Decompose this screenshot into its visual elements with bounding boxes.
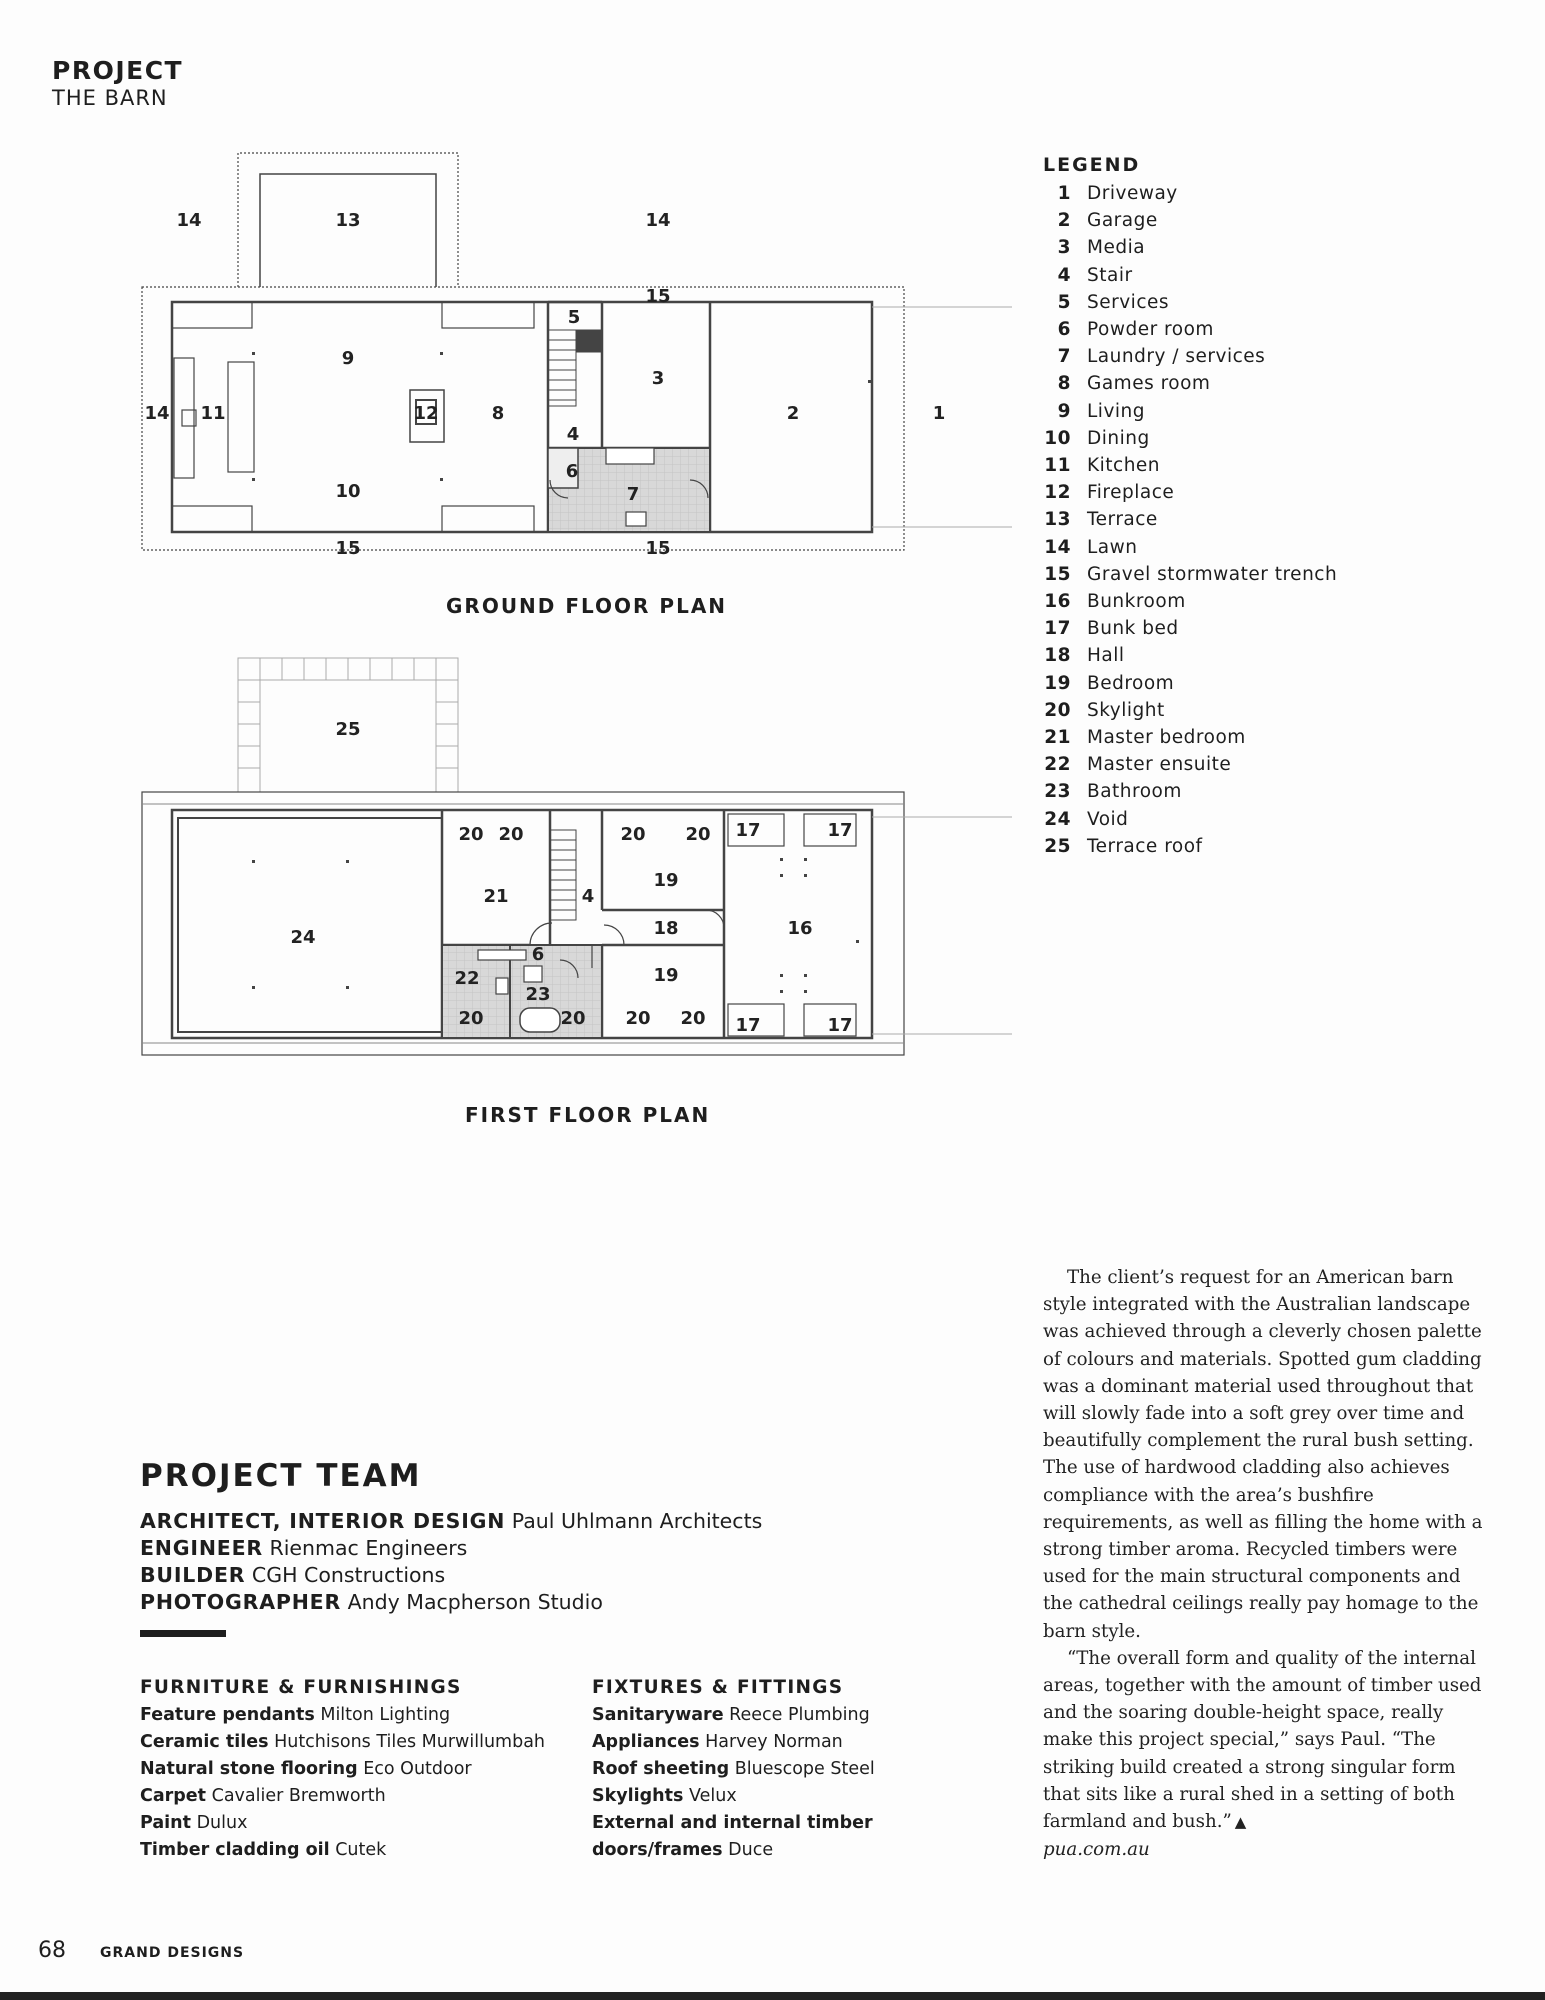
first-floor-label: 21 [483, 886, 509, 907]
legend-label: Master bedroom [1087, 727, 1246, 749]
legend-number: 12 [1044, 482, 1071, 504]
legend-label: Stair [1087, 264, 1133, 286]
first-floor-label: 20 [620, 824, 646, 845]
legend-number: 23 [1044, 781, 1071, 803]
legend-number: 14 [1044, 536, 1071, 558]
legend-item [1043, 833, 1337, 860]
legend-label: Master ensuite [1087, 754, 1232, 776]
first-floor-label: 23 [525, 984, 551, 1005]
article-paragraph: The client’s request for an American barn style integrated with the Australian landscape was achieved through a cleverly chosen palette of colours and materials. Spotted gum cladding was a dominant material used throughout that will slowly fade into a soft grey over time and beautifully complement the rural bush setting. The use of hardwood cladding also achieves compliance with the area’s bushfire requirements, as well as filling the home with a strong timber aroma. Recycled timbers were used for the main structural components and the cathedral ceilings really pay homage to the barn style. [1043, 1267, 1483, 1642]
furniture-title: FURNITURE & FURNISHINGS [140, 1677, 462, 1698]
first-floor-label: 17 [735, 1015, 761, 1036]
furniture-item-name: Carpet [140, 1786, 207, 1806]
furniture-item [140, 1756, 570, 1783]
legend-number: 5 [1057, 291, 1071, 313]
legend-label: Dining [1087, 427, 1150, 449]
legend-item [1043, 697, 1337, 724]
furniture-item-name: Paint [140, 1813, 191, 1833]
ground-floor-label: 14 [144, 403, 170, 424]
furniture-item-name: Feature pendants [140, 1705, 315, 1725]
legend-number: 16 [1044, 591, 1071, 613]
ground-floor-labels [144, 210, 945, 559]
fixtures-supplier: Bluescope Steel [729, 1759, 875, 1779]
first-floor-label: 16 [787, 918, 813, 939]
fixtures-items [592, 1702, 892, 1864]
legend-item [1043, 751, 1337, 778]
legend-number: 19 [1044, 672, 1071, 694]
furniture-list [140, 1674, 570, 1864]
team-member [140, 1562, 900, 1589]
furniture-item [140, 1702, 570, 1729]
ground-floor-label: 14 [645, 210, 671, 231]
house-icon: ▲ [1234, 1813, 1247, 1832]
ground-floor-caption: GROUND FLOOR PLAN [446, 594, 728, 618]
ground-floor-plan [142, 153, 1012, 550]
ground-floor-label: 11 [200, 403, 226, 424]
first-floor-label: 20 [625, 1008, 651, 1029]
fixtures-item-name: Roof sheeting [592, 1759, 730, 1779]
legend-label: Driveway [1087, 183, 1178, 204]
furniture-item [140, 1729, 570, 1756]
first-floor-label: 20 [685, 824, 711, 845]
legend-item [1043, 670, 1337, 697]
team-list [140, 1508, 900, 1616]
furniture-item-name: Natural stone flooring [140, 1759, 358, 1779]
article-paragraph [1043, 1645, 1483, 1836]
project-team [140, 1458, 900, 1637]
page-footer [38, 1938, 244, 1963]
legend-item [1043, 289, 1337, 316]
team-name: Paul Uhlmann Architects [505, 1509, 763, 1533]
ground-floor-label: 9 [341, 348, 355, 369]
legend-label: Living [1087, 400, 1146, 422]
first-floor-label: 20 [560, 1008, 586, 1029]
article-url[interactable]: pua.com.au [1043, 1839, 1150, 1861]
legend-label: Terrace roof [1087, 835, 1203, 857]
first-floor-label: 19 [653, 870, 679, 891]
legend-number: 11 [1044, 455, 1071, 477]
legend-item [1043, 398, 1337, 425]
team-member [140, 1508, 900, 1535]
legend-number: 2 [1057, 210, 1071, 232]
team-member [140, 1535, 900, 1562]
first-floor-label: 20 [680, 1008, 706, 1029]
legend-item [1043, 370, 1337, 397]
legend-item [1043, 778, 1337, 805]
project-name: THE BARN [52, 86, 168, 110]
legend-item [1043, 452, 1337, 479]
fixtures-item-name: Skylights [592, 1786, 684, 1806]
team-role: PHOTOGRAPHER [140, 1590, 342, 1614]
legend-number: 3 [1057, 237, 1071, 259]
legend-number: 25 [1044, 835, 1071, 857]
legend-item [1043, 425, 1337, 452]
ground-floor-label: 13 [335, 210, 361, 231]
legend-number: 7 [1057, 346, 1071, 368]
legend-label: Powder room [1087, 319, 1214, 341]
legend-label: Skylight [1087, 699, 1165, 721]
fixtures-list [592, 1674, 892, 1864]
first-floor-label: 6 [531, 944, 545, 965]
legend-list [1043, 180, 1337, 860]
fixtures-supplier: Velux [683, 1786, 737, 1806]
furniture-item-name: Timber cladding oil [140, 1840, 330, 1860]
legend-label: Garage [1087, 210, 1158, 232]
ground-floor-label: 12 [413, 403, 439, 424]
legend-number: 21 [1044, 727, 1071, 749]
legend-label: Bedroom [1087, 672, 1175, 694]
furniture-item-name: Ceramic tiles [140, 1732, 269, 1752]
legend-label: Void [1087, 808, 1129, 830]
page-number: 68 [38, 1938, 66, 1963]
article-body [1043, 1264, 1483, 1863]
legend-item [1043, 262, 1337, 289]
furniture-supplier: Dulux [191, 1813, 248, 1833]
ground-floor-label: 5 [567, 307, 581, 328]
legend-number: 15 [1044, 563, 1071, 585]
legend-number: 1 [1057, 183, 1071, 204]
furniture-items [140, 1702, 570, 1864]
team-name: CGH Constructions [245, 1563, 446, 1587]
project-kicker: PROJECT [52, 56, 184, 85]
first-floor-label: 19 [653, 965, 679, 986]
legend-item [1043, 642, 1337, 669]
legend [1043, 154, 1337, 860]
legend-number: 4 [1057, 264, 1071, 286]
ground-floor-label: 4 [566, 424, 580, 445]
legend-item [1043, 806, 1337, 833]
furniture-supplier: Cutek [329, 1840, 387, 1860]
team-role: ARCHITECT, INTERIOR DESIGN [140, 1509, 506, 1533]
legend-item [1043, 724, 1337, 751]
legend-item [1043, 561, 1337, 588]
furniture-supplier: Eco Outdoor [357, 1759, 472, 1779]
first-floor-label: 17 [735, 820, 761, 841]
project-team-title: PROJECT TEAM [140, 1458, 422, 1494]
fixtures-item [592, 1810, 892, 1864]
legend-item [1043, 534, 1337, 561]
legend-number: 22 [1044, 754, 1071, 776]
fixtures-item [592, 1783, 892, 1810]
divider-rule [140, 1630, 226, 1637]
ground-floor-label: 1 [932, 403, 946, 424]
fixtures-item [592, 1702, 892, 1729]
legend-number: 13 [1044, 509, 1071, 531]
ground-floor-label: 3 [651, 368, 665, 389]
legend-label: Laundry / services [1087, 346, 1266, 368]
legend-item [1043, 180, 1337, 207]
furniture-supplier: Cavalier Bremworth [206, 1786, 386, 1806]
ground-floor-label: 6 [565, 461, 579, 482]
fixtures-supplier: Duce [722, 1840, 774, 1860]
legend-label: Bunkroom [1087, 591, 1186, 613]
fixtures-item-name: External and internal timber doors/frames [592, 1813, 873, 1860]
ground-floor-label: 15 [335, 538, 361, 559]
legend-label: Services [1087, 291, 1170, 313]
legend-item [1043, 506, 1337, 533]
furniture-item [140, 1810, 570, 1837]
article-paragraph-text: “The overall form and quality of the internal areas, together with the amount of timber used and the soaring double-height space, really make this project special,” says Paul. “The striking build created a strong singular form that sits like a rural shed in a setting of both farmland and bush.” [1043, 1647, 1482, 1833]
first-floor-label: 20 [498, 824, 524, 845]
legend-number: 6 [1057, 319, 1071, 341]
first-floor-label: 20 [458, 1008, 484, 1029]
legend-number: 24 [1044, 808, 1071, 830]
first-floor-label: 22 [454, 968, 480, 989]
fixtures-item [592, 1756, 892, 1783]
fixtures-item-name: Appliances [592, 1732, 700, 1752]
legend-title: LEGEND [1043, 154, 1141, 176]
ground-floor-label: 14 [176, 210, 202, 231]
legend-number: 20 [1044, 699, 1071, 721]
first-floor-label: 20 [458, 824, 484, 845]
first-floor-label: 17 [827, 820, 853, 841]
legend-label: Gravel stormwater trench [1087, 563, 1338, 585]
first-floor-label: 4 [581, 886, 595, 907]
ground-floor-label: 8 [491, 403, 505, 424]
fixtures-item [592, 1729, 892, 1756]
ground-floor-label: 10 [335, 481, 361, 502]
legend-item [1043, 234, 1337, 261]
ground-floor-label: 15 [645, 286, 671, 307]
team-member [140, 1589, 900, 1616]
legend-label: Kitchen [1087, 455, 1161, 477]
furniture-supplier: Hutchisons Tiles Murwillumbah [268, 1732, 546, 1752]
legend-label: Terrace [1087, 509, 1158, 531]
bottom-bar [0, 1992, 1545, 2000]
legend-number: 8 [1057, 373, 1071, 395]
legend-number: 9 [1057, 400, 1071, 422]
legend-label: Lawn [1087, 536, 1138, 558]
ground-floor-label: 7 [626, 484, 640, 505]
legend-number: 10 [1044, 427, 1071, 449]
fixtures-title: FIXTURES & FITTINGS [592, 1677, 844, 1698]
legend-label: Games room [1087, 373, 1211, 395]
legend-label: Fireplace [1087, 482, 1175, 504]
legend-item [1043, 588, 1337, 615]
furniture-item [140, 1837, 570, 1864]
legend-label: Bunk bed [1087, 618, 1179, 640]
fixtures-supplier: Harvey Norman [699, 1732, 843, 1752]
furniture-item [140, 1783, 570, 1810]
furniture-supplier: Milton Lighting [314, 1705, 451, 1725]
legend-label: Hall [1087, 645, 1125, 667]
first-floor-label: 18 [653, 918, 679, 939]
first-floor-caption: FIRST FLOOR PLAN [465, 1103, 711, 1127]
team-name: Andy Macpherson Studio [341, 1590, 603, 1614]
first-floor-label: 25 [335, 719, 361, 740]
fixtures-supplier: Reece Plumbing [723, 1705, 870, 1725]
legend-number: 17 [1044, 618, 1071, 640]
legend-label: Bathroom [1087, 781, 1182, 803]
legend-item [1043, 316, 1337, 343]
team-name: Rienmac Engineers [262, 1536, 468, 1560]
ground-floor-label: 2 [786, 403, 800, 424]
ground-floor-label: 15 [645, 538, 671, 559]
legend-item [1043, 615, 1337, 642]
team-role: ENGINEER [140, 1536, 263, 1560]
magazine-name: GRAND DESIGNS [100, 1945, 245, 1961]
first-floor-label: 17 [827, 1015, 853, 1036]
legend-item [1043, 207, 1337, 234]
team-role: BUILDER [140, 1563, 246, 1587]
legend-number: 18 [1044, 645, 1071, 667]
legend-label: Media [1087, 237, 1146, 259]
first-floor-label: 24 [290, 927, 316, 948]
first-floor-plan [142, 658, 1012, 1055]
fixtures-item-name: Sanitaryware [592, 1705, 724, 1725]
legend-item [1043, 343, 1337, 370]
legend-item [1043, 479, 1337, 506]
